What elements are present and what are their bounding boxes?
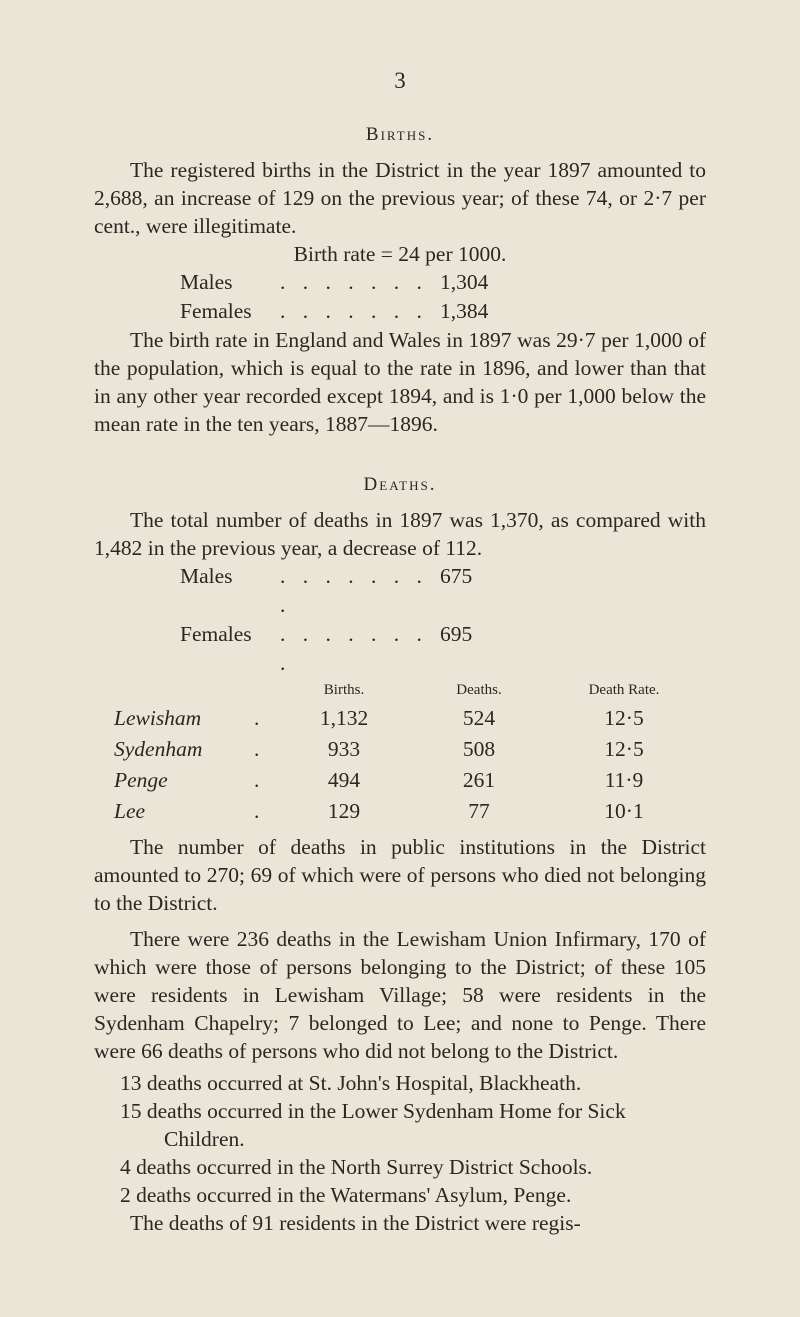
header-deaths: Deaths. bbox=[456, 682, 502, 698]
deaths-title: Deaths. bbox=[363, 474, 437, 495]
deaths-paragraph-4: The deaths of 91 residents in the District were regis- bbox=[130, 1211, 581, 1235]
header-births: Births. bbox=[323, 682, 365, 698]
deaths-row-males bbox=[180, 562, 706, 620]
table-row: Lewisham . 1,132 524 12·5 bbox=[114, 703, 694, 734]
institution-deaths-list bbox=[94, 1069, 706, 1209]
rate-cell: 12·5 bbox=[604, 737, 644, 761]
deaths-paragraph-3: There were 236 deaths in the Lewisham Union Infirmary, 170 of which were those of persons belonging to the District; of these 105 were residents in Lewisham Village; 58 were residents in the Sydenham Chapelry; 7 belonged to Lee; and none to Penge. There were 66 deaths of persons who did not belong to the District. bbox=[94, 927, 706, 1063]
deaths-cell: 77 bbox=[468, 799, 490, 823]
rate-cell: 11·9 bbox=[604, 768, 644, 792]
births-cell: 129 bbox=[327, 799, 361, 823]
row-leader-dots: . . . . . . . . bbox=[280, 564, 428, 617]
deaths-cell: 508 bbox=[462, 737, 496, 761]
table-row: Penge . 494 261 11·9 bbox=[114, 765, 694, 796]
row-value: 1,384 bbox=[440, 299, 489, 323]
births-cell: 1,132 bbox=[319, 706, 369, 730]
row-value: 675 bbox=[440, 564, 473, 588]
rate-cell: 12·5 bbox=[604, 706, 644, 730]
district-stats-table bbox=[114, 678, 694, 827]
table-row: Sydenham . 933 508 12·5 bbox=[114, 734, 694, 765]
row-leader-dots: . . . . . . . bbox=[280, 299, 428, 323]
district-name: Sydenham bbox=[114, 737, 203, 761]
row-label: Males bbox=[180, 564, 233, 588]
page-number: 3 bbox=[394, 68, 406, 93]
row-value: 695 bbox=[440, 622, 473, 646]
rate-cell: 10·1 bbox=[604, 799, 644, 823]
header-death-rate: Death Rate. bbox=[588, 682, 660, 698]
deaths-cell: 261 bbox=[462, 768, 496, 792]
birth-rate-line: Birth rate = 24 per 1000. bbox=[293, 242, 507, 266]
row-label: Females bbox=[180, 622, 252, 646]
district-name: Lee bbox=[114, 799, 146, 823]
deaths-paragraph-1: The total number of deaths in 1897 was 1,370, as compared with 1,482 in the previous year, a decrease of 112. bbox=[94, 508, 706, 560]
births-cell: 494 bbox=[327, 768, 361, 792]
district-name: Penge bbox=[114, 768, 168, 792]
list-item: 2 deaths occurred in the Watermans' Asylum, Penge. bbox=[120, 1183, 572, 1207]
row-leader-dots: . . . . . . . . bbox=[280, 622, 428, 675]
births-cell: 933 bbox=[327, 737, 361, 761]
births-breakdown bbox=[94, 268, 706, 326]
births-title: Births. bbox=[365, 124, 435, 145]
deaths-row-females bbox=[180, 620, 706, 678]
deaths-cell: 524 bbox=[462, 706, 496, 730]
list-item: 15 deaths occurred in the Lower Sydenham Home for Sick Children. bbox=[120, 1099, 626, 1151]
row-label: Males bbox=[180, 270, 233, 294]
births-paragraph-1: The registered births in the District in the year 1897 amounted to 2,688, an increase of 129 on the previous year; of these 74, or 2·7 per cent., were illegitimate. bbox=[94, 158, 706, 238]
births-paragraph-2: The birth rate in England and Wales in 1897 was 29·7 per 1,000 of the population, which is equal to the rate in 1896, and lower than that in any other year recorded except 1894, and is 1·0 per 1,000 below the mean rate in the ten years, 1887—1896. bbox=[94, 328, 706, 436]
district-name: Lewisham bbox=[114, 706, 202, 730]
row-leader-dots: . . . . . . . bbox=[280, 270, 428, 294]
births-row-males bbox=[180, 268, 706, 297]
table-row: Lee . 129 77 10·1 bbox=[114, 796, 694, 827]
row-value: 1,304 bbox=[440, 270, 489, 294]
deaths-breakdown bbox=[94, 562, 706, 678]
list-item: 13 deaths occurred at St. John's Hospital, Blackheath. bbox=[120, 1071, 582, 1095]
births-row-females bbox=[180, 297, 706, 326]
table-header-row bbox=[114, 678, 694, 703]
deaths-paragraph-2: The number of deaths in public institutions in the District amounted to 270; 69 of which were of persons who died not belonging to the District. bbox=[94, 835, 706, 915]
row-label: Females bbox=[180, 299, 252, 323]
list-item: 4 deaths occurred in the North Surrey District Schools. bbox=[120, 1155, 593, 1179]
